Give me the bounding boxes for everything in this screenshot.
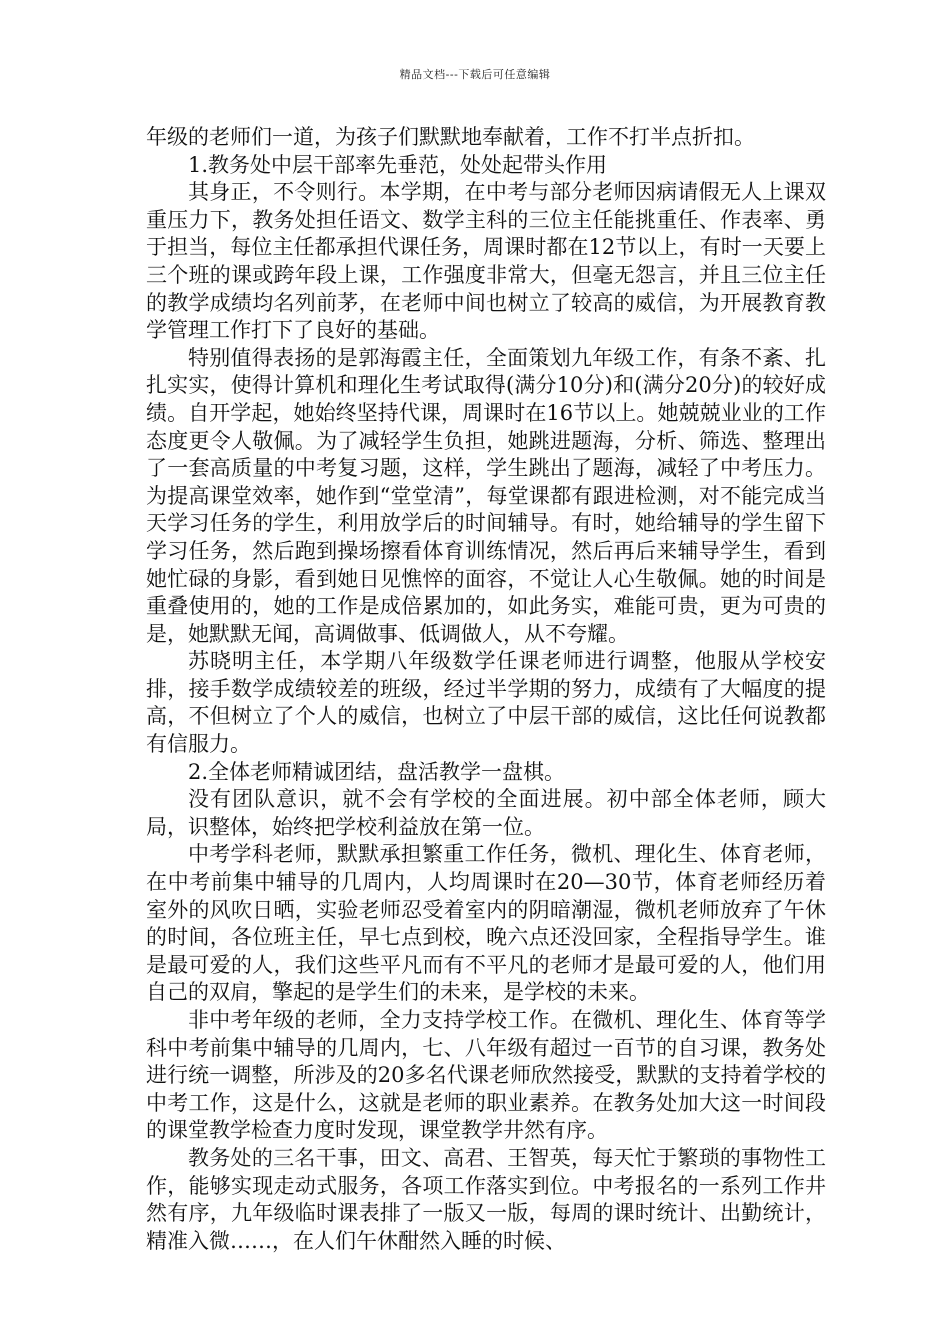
paragraph: 没有团队意识，就不会有学校的全面进展。初中部全体老师，顾大局，识整体，始终把学校利益放在第一位。 bbox=[146, 787, 826, 839]
paragraph: 其身正，不令则行。本学期，在中考与部分老师因病请假无人上课双重压力下，教务处担任语文、数学主科的三位主任能挑重任、作表率、勇于担当，每位主任都承担代课任务，周课时都在12节以上，有时一天要上三个班的课或跨年段上课，工作强度非常大，但毫无怨言，并且三位主任的教学成绩均名列前茅，在老师中间也树立了较高的威信，为开展教育教学管理工作打下了良好的基础。 bbox=[146, 180, 826, 343]
section-heading: 2.全体老师精诚团结，盘活教学一盘棋。 bbox=[188, 759, 566, 784]
paragraph: 年级的老师们一道，为孩子们默默地奉献着，工作不打半点折扣。 bbox=[146, 125, 755, 149]
paragraph: 特别值得表扬的是郭海霞主任，全面策划九年级工作，有条不紊、扎扎实实，使得计算机和理化生考试取得(满分10分)和(满分20分)的较好成绩。自开学起，她始终坚持代课，周课时在16节以上。她兢兢业业的工作态度更令人敬佩。为了减轻学生负担，她跳进题海，分析、筛选、整理出了一套高质量的中考复习题，这样，学生跳出了题海，减轻了中考压力。为提高课堂效率，她作到“堂堂清”，每堂课都有跟进检测，对不能完成当天学习任务的学生，利用放学后的时间辅导。有时，她给辅导的学生留下学习任务，然后跑到操场擦看体育训练情况，然后再后来辅导学生，看到她忙碌的身影，看到她日见憔悴的面容，不觉让人心生敬佩。她的时间是重叠使用的，她的工作是成倍累加的，如此务实，难能可贵，更为可贵的是，她默默无闻，高调做事、低调做人，从不夸耀。 bbox=[146, 345, 826, 646]
section-heading: 1.教务处中层干部率先垂范，处处起带头作用 bbox=[188, 152, 608, 177]
paragraph: 中考学科老师，默默承担繁重工作任务，微机、理化生、体育老师，在中考前集中辅导的几周内，人均周课时在20—30节，体育老师经历着室外的风吹日晒，实验老师忍受着室内的阴暗潮湿，微机老师放弃了午休的时间，各位班主任，早七点到校，晚六点还没回家，全程指导学生。谁是最可爱的人，我们这些平凡而有不平凡的老师才是最可爱的人，他们用自己的双肩，擎起的是学生们的未来，是学校的未来。 bbox=[146, 842, 826, 1005]
page-header: 精品文档---下载后可任意编辑 bbox=[399, 68, 551, 81]
document-body bbox=[146, 124, 826, 1255]
paragraph: 苏晓明主任，本学期八年级数学任课老师进行调整，他服从学校安排，接手数学成绩较差的班级，经过半学期的努力，成绩有了大幅度的提高，不但树立了个人的威信，也树立了中层干部的威信，这比任何说教都有信服力。 bbox=[146, 649, 826, 757]
paragraph: 教务处的三名干事，田文、高君、王智英，每天忙于繁琐的事物性工作，能够实现走动式服务，各项工作落实到位。中考报名的一系列工作井然有序，九年级临时课表排了一版又一版，每周的课时统计、出勤统计，精准入微……，在人们午休酣然入睡的时候、 bbox=[146, 1145, 826, 1253]
paragraph: 非中考年级的老师，全力支持学校工作。在微机、理化生、体育等学科中考前集中辅导的几周内，七、八年级有超过一百节的自习课，教务处进行统一调整，所涉及的20多名代课老师欣然接受，默默的支持着学校的中考工作，这是什么，这就是老师的职业素养。在教务处加大这一时间段的课堂教学检查力度时发现，课堂教学井然有序。 bbox=[146, 1008, 826, 1143]
